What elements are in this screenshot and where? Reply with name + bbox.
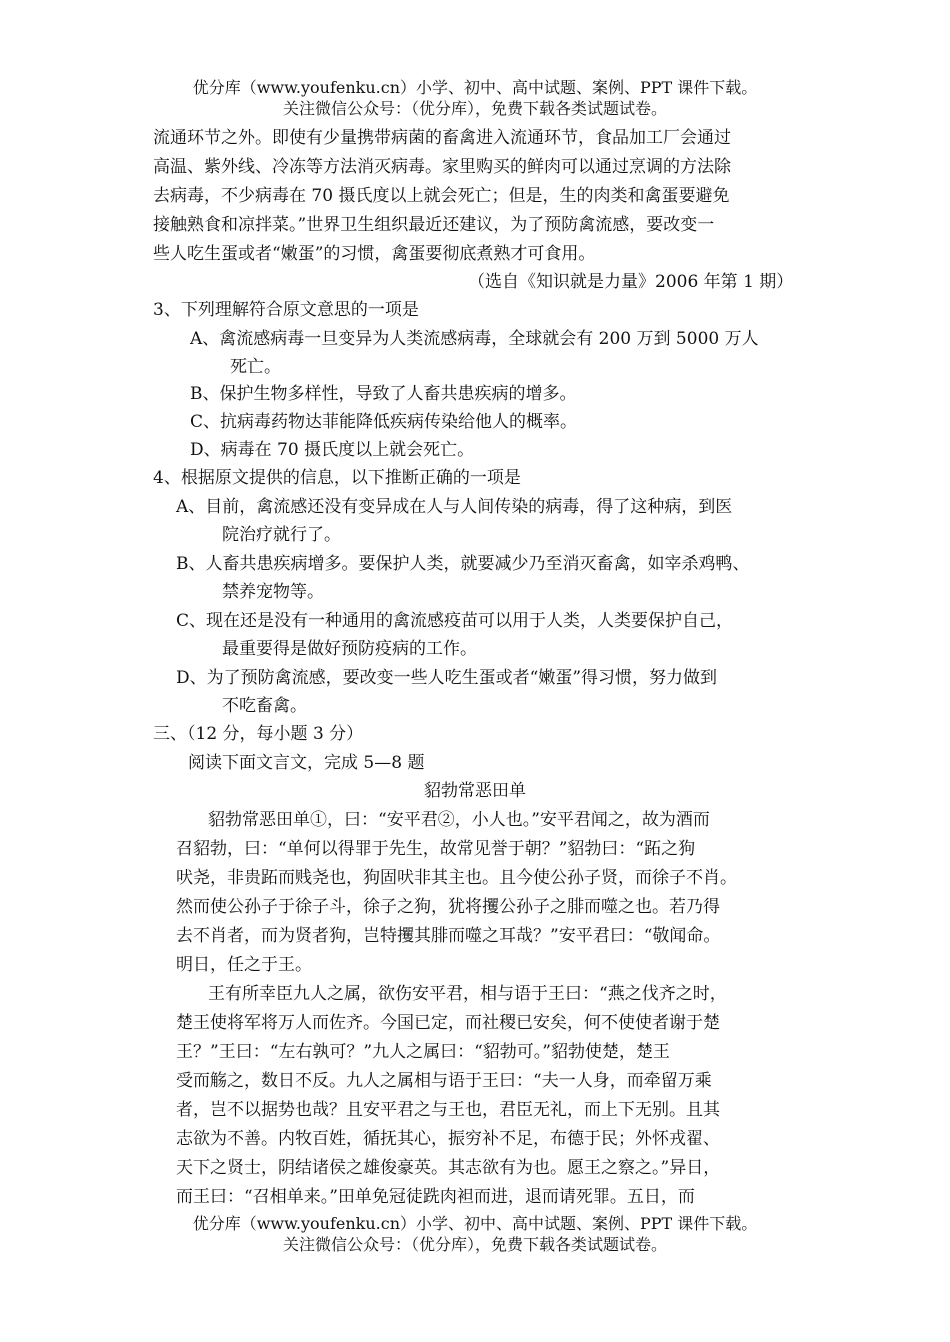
passage-line: 去病毒，不少病毒在 70 摄氏度以上就会死亡；但是，生的肉类和禽蛋要避免 bbox=[153, 186, 730, 206]
classical-line: 王有所幸臣九人之属，欲伤安平君，相与语于王曰：“燕之伐齐之时， bbox=[208, 984, 727, 1004]
q4-option-b-cont: 禁养宠物等。 bbox=[222, 582, 324, 602]
q3-option-d: D、病毒在 70 摄氏度以上就会死亡。 bbox=[190, 440, 475, 460]
q3-option-c: C、抗病毒药物达菲能降低疾病传染给他人的概率。 bbox=[190, 412, 578, 432]
section-instruction: 阅读下面文言文，完成 5—8 题 bbox=[188, 753, 425, 773]
passage-line: 接触熟食和凉拌菜。”世界卫生组织最近还建议，为了预防禽流感，要改变一 bbox=[153, 215, 715, 235]
passage-line: 些人吃生蛋或者“嫩蛋”的习惯，禽蛋要彻底煮熟才可食用。 bbox=[153, 244, 596, 264]
classical-line: 然而使公孙子于徐子斗，徐子之狗，犹将攫公孙子之腓而噬之也。若乃得 bbox=[176, 897, 720, 917]
classical-line: 明日，任之于王。 bbox=[176, 955, 312, 975]
source-citation: （选自《知识就是力量》2006 年第 1 期） bbox=[468, 272, 794, 292]
footer-line-1: 优分库（www.youfenku.cn）小学、初中、高中试题、案例、PPT 课件下载。 bbox=[192, 1214, 758, 1233]
q3-option-b: B、保护生物多样性，导致了人畜共患疾病的增多。 bbox=[190, 384, 577, 404]
classical-line: 王？”王曰：“左右孰可？”九人之属曰：“貂勃可。”貂勃使楚，楚王 bbox=[176, 1042, 670, 1062]
q4-option-d: D、为了预防禽流感，要改变一些人吃生蛋或者“嫩蛋”得习惯，努力做到 bbox=[176, 668, 718, 688]
q4-option-d-cont: 不吃畜禽。 bbox=[222, 696, 307, 716]
classical-line: 吠尧，非贵跖而贱尧也，狗固吠非其主也。且今使公孙子贤，而徐子不肖。 bbox=[176, 868, 737, 888]
classical-line: 天下之贤士，阴结诸侯之雄俊豪英。其志欲有为也。愿王之察之。”异日， bbox=[176, 1158, 721, 1178]
passage-line: 流通环节之外。即使有少量携带病菌的畜禽进入流通环节，食品加工厂会通过 bbox=[153, 128, 731, 148]
header-line-2: 关注微信公众号：（优分库），免费下载各类试题试卷。 bbox=[282, 99, 667, 118]
q4-option-c: C、现在还是没有一种通用的禽流感疫苗可以用于人类，人类要保护自己， bbox=[176, 611, 734, 631]
q4-option-c-cont: 最重要得是做好预防疫病的工作。 bbox=[222, 639, 477, 659]
q3-stem: 3、下列理解符合原文意思的一项是 bbox=[153, 300, 419, 320]
q4-option-a: A、目前，禽流感还没有变异成在人与人间传染的病毒，得了这种病，到医 bbox=[176, 497, 733, 517]
q4-stem: 4、根据原文提供的信息，以下推断正确的一项是 bbox=[153, 468, 521, 488]
footer-line-2: 关注微信公众号：（优分库），免费下载各类试题试卷。 bbox=[282, 1235, 667, 1254]
classical-line: 而王曰：“召相单来。”田单免冠徒跣肉袒而进，退而请死罪。五日，而 bbox=[176, 1187, 695, 1207]
classical-line: 受而觞之，数日不反。九人之属相与语于王曰：“夫一人身，而牵留万乘 bbox=[176, 1071, 712, 1091]
classical-text-title: 貂勃常恶田单 bbox=[424, 781, 526, 801]
q3-option-a-cont: 死亡。 bbox=[230, 357, 281, 377]
q4-option-a-cont: 院治疗就行了。 bbox=[222, 525, 341, 545]
classical-line: 去不肖者，而为贤者狗，岂特攫其腓而噬之耳哉？”安平君曰：“敬闻命。 bbox=[176, 926, 721, 946]
passage-line: 高温、紫外线、冷冻等方法消灭病毒。家里购买的鲜肉可以通过烹调的方法除 bbox=[153, 157, 731, 177]
classical-line: 貂勃常恶田单①，曰：“安平君②，小人也。”安平君闻之，故为酒而 bbox=[208, 810, 710, 830]
header-line-1: 优分库（www.youfenku.cn）小学、初中、高中试题、案例、PPT 课件下载。 bbox=[192, 78, 758, 97]
q3-option-a: A、禽流感病毒一旦变异为人类流感病毒，全球就会有 200 万到 5000 万人 bbox=[190, 329, 759, 349]
classical-line: 者，岂不以据势也哉？且安平君之与王也，君臣无礼，而上下无别。且其 bbox=[176, 1100, 720, 1120]
section-heading: 三、（12 分，每小题 3 分） bbox=[153, 724, 364, 744]
classical-line: 楚王使将军将万人而佐齐。今国已定，而社稷已安矣，何不使使者谢于楚 bbox=[176, 1013, 720, 1033]
q4-option-b: B、人畜共患疾病增多。要保护人类，就要减少乃至消灭畜禽，如宰杀鸡鸭、 bbox=[176, 554, 750, 574]
classical-line: 召貂勃，曰：“单何以得罪于先生，故常见誉于朝？”貂勃曰：“跖之狗 bbox=[176, 839, 696, 859]
classical-line: 志欲为不善。内牧百姓，循抚其心，振穷补不足，布德于民；外怀戎翟、 bbox=[176, 1129, 720, 1149]
